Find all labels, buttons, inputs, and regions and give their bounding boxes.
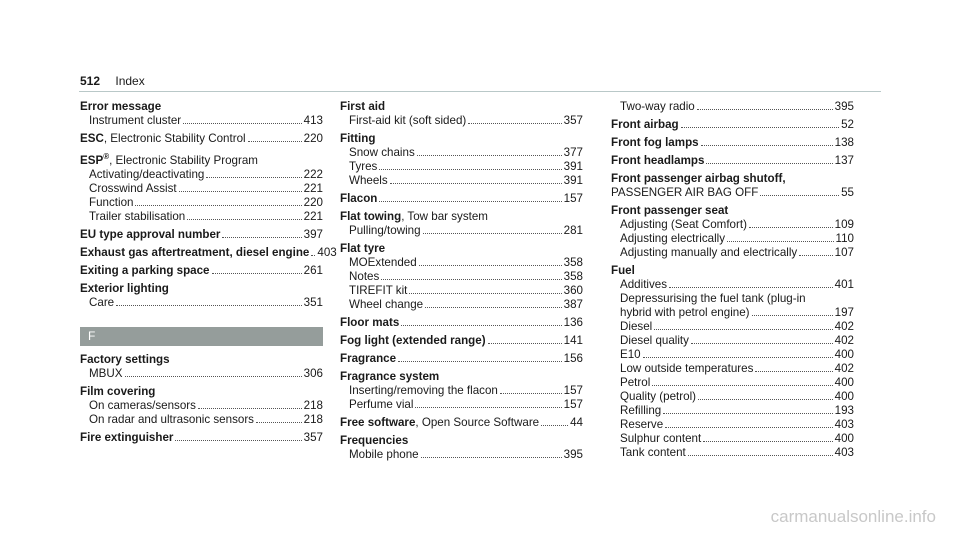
- page-ref: 357: [563, 114, 583, 127]
- index-entry: ESP®, Electronic Stability Program Activating/deactivating 222 Crosswind Assist 221 Function 220 Trailer stabilisation 221: [80, 152, 323, 223]
- index-term: First aid: [340, 100, 386, 113]
- page-ref: 357: [303, 430, 323, 444]
- index-term: Fire extinguisher: [80, 430, 174, 444]
- page-number: 512: [80, 74, 101, 88]
- header-title: Index: [115, 74, 145, 88]
- page-ref: 403: [317, 245, 337, 259]
- index-entry: [340, 316, 583, 330]
- index-subentry: Activating/deactivating 222: [89, 167, 323, 181]
- index-entry: [340, 242, 583, 312]
- page-ref: 220: [303, 132, 323, 145]
- page-ref: 377: [563, 146, 583, 159]
- index-term: Flat towing: [340, 210, 402, 223]
- index-subentry: Adjusting electrically 110: [620, 232, 854, 245]
- page-ref: 110: [835, 232, 854, 245]
- index-subentry: Reserve 403: [620, 418, 854, 431]
- index-subentry: Wheels 391: [349, 174, 583, 187]
- index-subentry: Instrument cluster 413: [89, 114, 323, 127]
- index-subentry: On cameras/sensors 218: [89, 398, 323, 412]
- page-ref: 391: [563, 174, 583, 187]
- header-divider: [79, 91, 881, 92]
- index-term: Front fog lamps: [611, 136, 699, 149]
- index-subentry: Quality (petrol) 400: [620, 390, 854, 403]
- index-subentry: MOExtended 358: [349, 256, 583, 269]
- index-entry: [80, 353, 323, 381]
- index-term: ESC: [80, 132, 104, 145]
- index-entry: [80, 228, 323, 242]
- index-subentry: Mobile phone 395: [349, 448, 583, 461]
- page-ref: 136: [563, 316, 583, 329]
- index-entry: [80, 385, 323, 427]
- page-ref: 157: [563, 398, 583, 411]
- index-entry: [340, 192, 583, 206]
- index-entry: [80, 100, 323, 128]
- page-ref: 413: [303, 114, 323, 127]
- index-entry: [611, 264, 854, 460]
- page-ref: 403: [834, 446, 854, 459]
- index-subentry: Tyres 391: [349, 160, 583, 173]
- index-entry: [340, 132, 583, 188]
- index-entry: [340, 434, 583, 462]
- index-subentry: Sulphur content 400: [620, 432, 854, 445]
- index-term: Floor mats: [340, 316, 400, 329]
- index-entry: [340, 100, 583, 128]
- page-ref: 403: [834, 418, 854, 431]
- index-entry: [611, 204, 854, 260]
- index-term: Exhaust gas aftertreatment, diesel engine: [80, 245, 310, 259]
- index-entry: [340, 352, 583, 366]
- index-subentry: Notes 358: [349, 270, 583, 283]
- index-entry: [611, 118, 854, 132]
- index-subentry: Refilling 193: [620, 404, 854, 417]
- page-ref: 387: [563, 298, 583, 311]
- index-term: Fog light (extended range): [340, 334, 486, 347]
- page-ref: 395: [563, 448, 583, 461]
- index-subentry: MBUX 306: [89, 366, 323, 380]
- page-ref: 358: [563, 270, 583, 283]
- index-subentry: Two-way radio 395: [620, 100, 854, 113]
- page-ref: 221: [303, 181, 323, 195]
- index-entry: [80, 264, 323, 278]
- page-ref: 400: [834, 348, 854, 361]
- page-ref: 52: [841, 118, 854, 131]
- page-ref: 358: [563, 256, 583, 269]
- index-subentry: Tank content 403: [620, 446, 854, 459]
- page-ref: 218: [303, 412, 323, 426]
- index-term: Film covering: [80, 384, 156, 398]
- index-subentry: E10 400: [620, 348, 854, 361]
- index-entry: [611, 154, 854, 168]
- index-term: Front headlamps: [611, 154, 705, 167]
- index-entry: [340, 370, 583, 412]
- index-entry: Free software, Open Source Software 44: [340, 416, 583, 429]
- index-subentry: Depressurising the fuel tank (plug-in: [620, 292, 806, 305]
- index-column-3: [611, 100, 854, 464]
- index-entry: Flat towing, Tow bar system Pulling/towing 281: [340, 210, 583, 237]
- index-term: Free software: [340, 416, 416, 429]
- page-ref: 220: [303, 195, 323, 209]
- index-term: Flacon: [340, 192, 378, 205]
- page-ref: 391: [563, 160, 583, 173]
- index-term: Flat tyre: [340, 242, 386, 255]
- page-ref: 281: [563, 224, 583, 237]
- page-ref: 222: [303, 167, 323, 181]
- page-ref: 197: [834, 306, 854, 319]
- index-subentry: TIREFIT kit 360: [349, 284, 583, 297]
- index-subentry: Perfume vial 157: [349, 398, 583, 411]
- page-ref: 157: [563, 192, 583, 205]
- index-entry: [611, 100, 854, 114]
- page-ref: 400: [834, 390, 854, 403]
- index-subentry: Additives 401: [620, 278, 854, 291]
- section-letter-f: F: [80, 327, 323, 346]
- page-ref: 401: [834, 278, 854, 291]
- index-subentry: Low outside temperatures 402: [620, 362, 854, 375]
- page-ref: 218: [303, 398, 323, 412]
- page-ref: 400: [834, 376, 854, 389]
- index-term: Front passenger seat: [611, 204, 729, 217]
- index-subentry: Wheel change 387: [349, 298, 583, 311]
- index-subentry: Diesel quality 402: [620, 334, 854, 347]
- index-entry: [611, 136, 854, 150]
- page-ref: 261: [303, 263, 323, 277]
- index-column-2: [340, 100, 583, 466]
- index-subentry: Trailer stabilisation 221: [89, 209, 323, 223]
- index-subentry: Pulling/towing 281: [349, 224, 583, 237]
- watermark: carmanualsonline.info: [770, 507, 936, 526]
- page-ref: 402: [834, 320, 854, 333]
- page-ref: 107: [834, 246, 854, 259]
- index-entry: ESC, Electronic Stability Control 220: [80, 132, 323, 145]
- page-ref: 55: [841, 186, 854, 199]
- page-ref: 351: [303, 295, 323, 309]
- index-subentry: Adjusting manually and electrically 107: [620, 246, 854, 259]
- index-subentry: Function 220: [89, 195, 323, 209]
- index-entry: [80, 245, 337, 260]
- index-term: EU type approval number: [80, 227, 221, 241]
- index-subentry: Diesel 402: [620, 320, 854, 333]
- page-ref: 400: [834, 432, 854, 445]
- index-subentry: hybrid with petrol engine) 197: [620, 306, 854, 319]
- page-ref: 402: [834, 362, 854, 375]
- index-entry: [80, 282, 323, 310]
- page-ref: 397: [303, 227, 323, 241]
- index-term: Exiting a parking space: [80, 263, 210, 277]
- index-subentry: Crosswind Assist 221: [89, 181, 323, 195]
- index-term: Front airbag: [611, 118, 679, 131]
- page-ref: 306: [303, 366, 323, 380]
- page-ref: 193: [834, 404, 854, 417]
- page-ref: 141: [563, 334, 583, 347]
- page-ref: 221: [303, 209, 323, 223]
- page-ref: 360: [563, 284, 583, 297]
- index-term: Front passenger airbag shutoff,: [611, 172, 786, 185]
- index-subentry: On radar and ultrasonic sensors 218: [89, 412, 323, 426]
- index-term: Error message: [80, 100, 162, 113]
- index-subentry: Snow chains 377: [349, 146, 583, 159]
- index-entry: [80, 431, 323, 445]
- page-ref: 138: [834, 136, 854, 149]
- index-entry: [340, 334, 583, 348]
- index-term: Fragrance: [340, 352, 397, 365]
- index-entry: [611, 172, 854, 200]
- index-subentry: First-aid kit (soft sided) 357: [349, 114, 583, 127]
- index-term: Fitting: [340, 132, 376, 145]
- page-ref: 156: [563, 352, 583, 365]
- page-ref: 137: [834, 154, 854, 167]
- index-column-1: [80, 100, 337, 449]
- index-term: Frequencies: [340, 434, 409, 447]
- index-subentry: Petrol 400: [620, 376, 854, 389]
- index-term: Factory settings: [80, 352, 170, 366]
- index-term: ESP: [80, 153, 104, 167]
- page-ref: 44: [570, 416, 583, 429]
- index-subentry: Adjusting (Seat Comfort) 109: [620, 218, 854, 231]
- index-term: Fragrance system: [340, 370, 440, 383]
- index-subentry: Inserting/removing the flacon 157: [349, 384, 583, 397]
- index-subentry: PASSENGER AIR BAG OFF 55: [611, 186, 854, 199]
- index-subentry: Care 351: [89, 295, 323, 309]
- page-ref: 109: [834, 218, 854, 231]
- page-ref: 402: [834, 334, 854, 347]
- index-term: Exterior lighting: [80, 281, 169, 295]
- page-ref: 395: [834, 100, 854, 113]
- page-header: [80, 74, 145, 88]
- index-term: Fuel: [611, 264, 635, 277]
- page-ref: 157: [563, 384, 583, 397]
